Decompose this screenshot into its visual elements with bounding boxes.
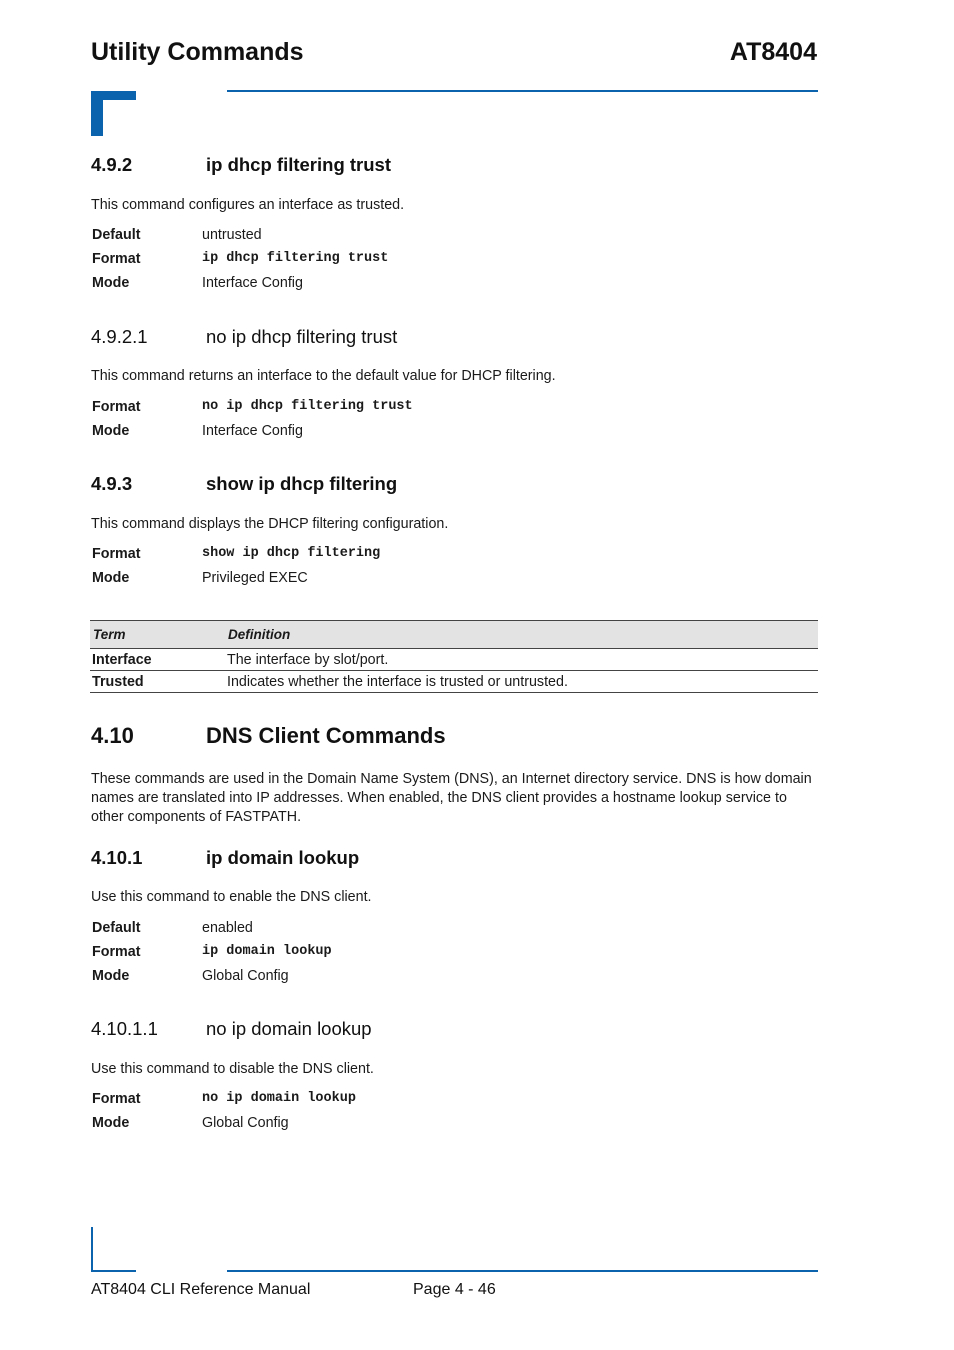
section-heading	[0, 473, 954, 497]
property-value: enabled	[202, 920, 253, 936]
property-value: Interface Config	[202, 423, 303, 439]
command-syntax: no ip domain lookup	[202, 1091, 356, 1106]
header-product: AT8404	[729, 38, 817, 66]
section-title: no ip dhcp filtering trust	[206, 326, 398, 347]
property-label: Format	[92, 944, 141, 960]
command-syntax: show ip dhcp filtering	[202, 546, 381, 561]
property-value: untrusted	[202, 227, 262, 243]
section-number: 4.9.2.1	[91, 326, 148, 347]
command-properties	[92, 1087, 356, 1135]
property-value: Privileged EXEC	[202, 570, 308, 586]
command-properties	[92, 395, 413, 443]
paragraph: This command returns an interface to the default value for DHCP filtering.	[91, 368, 556, 384]
subsection-heading	[0, 326, 954, 350]
command-properties	[92, 916, 332, 988]
paragraph: Use this command to disable the DNS client.	[91, 1061, 374, 1077]
section-number: 4.9.2	[91, 154, 133, 175]
property-label: Mode	[92, 1115, 130, 1131]
table-cell-term: Interface	[90, 649, 225, 671]
property-label: Mode	[92, 423, 130, 439]
section-title: show ip dhcp filtering	[206, 473, 398, 494]
command-properties	[92, 223, 388, 295]
paragraph: This command displays the DHCP filtering configuration.	[91, 516, 449, 532]
command-syntax: ip dhcp filtering trust	[202, 251, 389, 266]
definition-table	[90, 620, 818, 693]
table-cell-definition: The interface by slot/port.	[225, 649, 818, 671]
chapter-heading	[0, 723, 954, 751]
paragraph: These commands are used in the Domain Name System (DNS), an Internet directory service. DNS is how domain names are translated into IP addresses. When enabled, the DNS client provides a hostname lookup service to other components of FASTPATH.	[91, 771, 812, 825]
table-header-row	[90, 621, 818, 649]
header-title: Utility Commands	[91, 38, 304, 66]
section-number: 4.10	[91, 723, 134, 748]
section-heading	[0, 154, 954, 178]
paragraph: This command configures an interface as trusted.	[91, 197, 405, 213]
column-header-term: Term	[90, 621, 225, 649]
command-properties	[92, 542, 380, 590]
property-label: Format	[92, 546, 141, 562]
table-cell-definition: Indicates whether the interface is trusted or untrusted.	[225, 671, 818, 693]
property-value: Interface Config	[202, 275, 303, 291]
property-label: Default	[92, 227, 141, 243]
section-title: DNS Client Commands	[206, 723, 446, 748]
property-value: Global Config	[202, 1115, 289, 1131]
corner-mark-top-vertical	[91, 91, 103, 136]
table-row	[90, 649, 818, 671]
command-syntax: ip domain lookup	[202, 944, 332, 959]
property-label: Mode	[92, 275, 130, 291]
property-label: Mode	[92, 570, 130, 586]
header-rule	[227, 90, 818, 92]
subsection-heading	[0, 1018, 954, 1042]
section-number: 4.10.1	[91, 847, 143, 868]
column-header-definition: Definition	[225, 621, 818, 649]
table-row	[90, 671, 818, 693]
corner-mark-bottom-horizontal	[91, 1270, 136, 1272]
paragraph: Use this command to enable the DNS client.	[91, 889, 372, 905]
footer-page-number: Page 4 - 46	[413, 1281, 496, 1298]
command-syntax: no ip dhcp filtering trust	[202, 399, 413, 414]
section-title: ip domain lookup	[206, 847, 360, 868]
section-number: 4.9.3	[91, 473, 133, 494]
section-number: 4.10.1.1	[91, 1018, 158, 1039]
property-label: Default	[92, 920, 141, 936]
property-label: Format	[92, 1091, 141, 1107]
footer-rule	[227, 1270, 818, 1272]
section-title: no ip domain lookup	[206, 1018, 372, 1039]
section-heading	[0, 847, 954, 871]
corner-mark-bottom-vertical	[91, 1227, 93, 1272]
property-value: Global Config	[202, 968, 289, 984]
property-label: Format	[92, 251, 141, 267]
footer-manual-title: AT8404 CLI Reference Manual	[91, 1281, 311, 1298]
property-label: Format	[92, 399, 141, 415]
section-title: ip dhcp filtering trust	[206, 154, 391, 175]
table-cell-term: Trusted	[90, 671, 225, 693]
property-label: Mode	[92, 968, 130, 984]
